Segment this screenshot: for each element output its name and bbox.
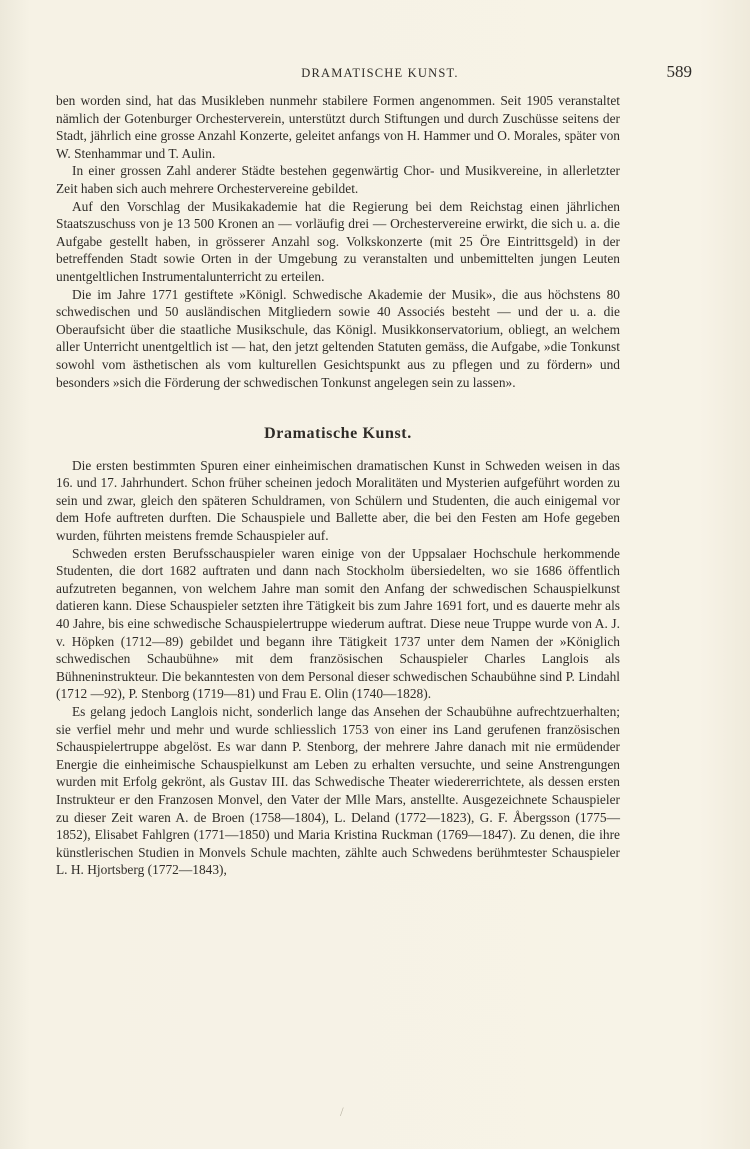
paragraph: Die ersten bestimmten Spuren einer einheimischen dramatischen Kunst in Schweden weisen in das 16. und 17. Jahrhundert. Schon früher scheinen jedoch Moralitäten und Mysterien aufgeführt worden zu sein und zwar, gleich den späteren Schuldramen, von Schülern und Studenten, die auch einigemal vor dem Hofe auftreten durften. Die Schauspiele und Ballette aber, die bei den Festen am Hofe gegeben wurden, führten meistens fremde Schauspieler auf.	[56, 457, 620, 544]
paragraph: Es gelang jedoch Langlois nicht, sonderlich lange das Ansehen der Schaubühne aufrechtzuerhalten; sie verfiel mehr und mehr und wurde schliesslich 1753 von einer ins Land gerufenen französischen Schauspielertruppe abgelöst. Es war dann P. Stenborg, der mehrere Jahre danach mit nie ermüdender Energie die einheimische Schauspielkunst am Leben zu erhalten versuchte, und seine Anstrengungen wurden mit Erfolg gekrönt, als Gustav III. das Schwedische Theater wiedererrichtete, als dessen ersten Instrukteur er den Franzosen Monvel, den Vater der Mlle Mars, anstellte. Ausgezeichnete Schauspieler zu dieser Zeit waren A. de Broen (1758—1804), L. Deland (1772—1823), G. F. Åbergsson (1775—1852), Elisabet Fahlgren (1771—1850) und Maria Kristina Ruckman (1769—1847). Zu denen, die ihre künstlerischen Studien in Monvels Schule machten, zählte auch Schwedens berühmtester Schauspieler L. H. Hjortsberg (1772—1843),	[56, 704, 620, 878]
page-header	[56, 62, 704, 86]
paragraph: In einer grossen Zahl anderer Städte bestehen gegenwärtig Chor- und Musikvereine, in allerletzter Zeit haben sich auch mehrere Orchestervereine gebildet.	[56, 163, 620, 196]
paragraph: Schweden ersten Berufsschauspieler waren einige von der Uppsalaer Hochschule herkommende Studenten, die dort 1682 auftraten und dann nach Stockholm übersiedelten, wo sie 1686 öffentlich aufzutreten begannen, von welchem Jahre man somit den Anfang der schwedischen Schauspielkunst datieren kann. Diese Schauspieler setzten ihre Tätigkeit bis zum Jahre 1691 fort, und es dauerte mehr als 40 Jahre, bis eine schwedische Schauspielertruppe wiederum auftrat. Diese neue Truppe wurde von A. J. v. Höpken (1712—89) gebildet und begann ihre Tätigkeit 1737 unter dem Namen der »Königlich schwedischen Schaubühne» mit dem französischen Schauspieler Charles Langlois als Bühneninstrukteur. Die bekanntesten von dem Personal dieser schwedischen Schaubühne sind P. Lindahl (1712 —92), P. Stenborg (1719—81) und Frau E. Olin (1740—1828).	[56, 545, 620, 702]
running-head: DRAMATISCHE KUNST.	[301, 66, 459, 80]
paragraph: Auf den Vorschlag der Musikakademie hat die Regierung bei dem Reichstag einen jährlichen Staatszuschuss von je 13 500 Kronen an — vorläufig drei — Orchestervereine erwirkt, die sich u. a. die Aufgabe gestellt haben, in grösserer Anzahl sog. Volkskonzerte (mit 25 Öre Eintrittsgeld) in der betreffenden Stadt sowie Orten in der Umgebung zu veranstalten und unbemittelten jungen Leuten unentgeltlichen Instrumentalunterricht zu erteilen.	[56, 198, 620, 284]
page-number: 589	[666, 62, 692, 81]
body-text	[56, 92, 620, 879]
section-title: Dramatische Kunst.	[264, 425, 412, 443]
footer-mark: /	[340, 1104, 344, 1119]
paragraph: ben worden sind, hat das Musikleben nunmehr stabilere Formen angenommen. Seit 1905 veranstaltet nämlich der Gotenburger Orchesterverein, unterstützt durch Stiftungen und durch Zuschüsse seitens der Stadt, jährlich eine grosse Anzahl Konzerte, geleitet anfangs von H. Hammer und O. Morales, später von W. Stenhammar und T. Aulin.	[56, 93, 620, 161]
paragraph: Die im Jahre 1771 gestiftete »Königl. Schwedische Akademie der Musik», die aus höchstens 80 schwedischen und 50 ausländischen Mitgliedern sowie 40 Associés besteht — und der u. a. die Oberaufsicht über die staatliche Musikschule, das Königl. Musikkonservatorium, obliegt, an welchem aller Unterricht unentgeltlich ist — hat, den jetzt geltenden Statuten gemäss, die Aufgabe, »die Tonkunst sowohl vom ästhetischen als vom kulturellen Gesichtspunkt aus zu pflegen und zu fördern» und besonders »sich die Förderung der schwedischen Tonkunst angelegen sein zu lassen».	[56, 286, 620, 390]
